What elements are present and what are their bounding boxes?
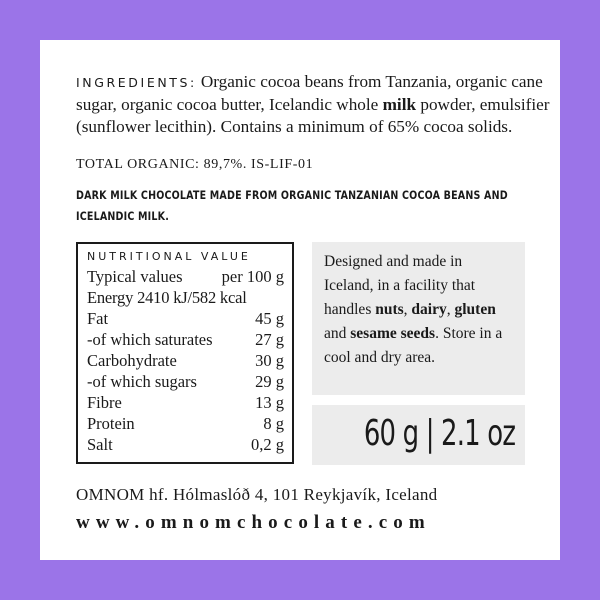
nutrition-row [87, 371, 284, 392]
nutrient-label: Carbohydrate [87, 351, 177, 370]
nutrition-row [87, 329, 284, 350]
nutrition-row [87, 413, 284, 434]
allergen-info [312, 242, 525, 395]
nutrient-label: Fat [87, 309, 109, 328]
allergen-text: and [324, 325, 351, 342]
product-label [40, 40, 560, 560]
allergen-text: , [446, 301, 455, 318]
nutrient-value: 29 g [255, 372, 284, 391]
nutrition-row [87, 392, 284, 413]
nutrition-header-row [87, 267, 284, 288]
ingredients-heading: INGREDIENTS: [76, 75, 197, 90]
allergen-sesame: sesame seeds [350, 325, 436, 342]
total-organic: TOTAL ORGANIC: 89,7%. IS-LIF-01 [76, 157, 314, 172]
nutrient-label: Fibre [87, 393, 122, 412]
nutrient-value: 45 g [255, 309, 284, 328]
nutrition-row [87, 308, 284, 329]
net-weight-panel [312, 405, 525, 465]
nutrition-row [87, 350, 284, 371]
per-100g-label: per 100 g [221, 267, 284, 286]
allergen-text: Designed and made in Iceland, in a facility that handles [324, 253, 476, 318]
nutrient-label: Protein [87, 414, 135, 433]
nutrition-rows [87, 308, 284, 455]
nutrition-title: NUTRITIONAL VALUE [87, 250, 251, 263]
allergen-dairy: dairy [411, 301, 447, 318]
typical-values-label: Typical values [87, 267, 183, 286]
company-address: OMNOM hf. Hólmaslóð 4, 101 Reykjavík, Iceland [76, 485, 438, 504]
nutrition-row [87, 434, 284, 455]
nutrient-label: -of which saturates [87, 330, 213, 349]
nutrient-value: 30 g [255, 351, 284, 370]
ingredients-text-1: Organic cocoa beans from Tanzania, organic cane sugar, organic cocoa butter, Icelandic whole [76, 72, 543, 114]
allergen-text: . Store in a cool and dry area. [324, 325, 503, 366]
nutrition-table [76, 242, 294, 464]
nutrient-value: 0,2 g [251, 435, 284, 454]
ingredients-paragraph [76, 71, 556, 137]
nutrient-value: 27 g [255, 330, 284, 349]
website-url: www.omnomchocolate.com [76, 512, 431, 533]
ingredients-text-2: powder, emulsifier (sunflower lecithin). Contains a minimum of 65% cocoa solids. [76, 94, 550, 136]
net-weight: 60 g | 2.1 oz [363, 413, 515, 454]
allergen-text: , [403, 301, 412, 318]
ingredients-milk: milk [382, 94, 417, 114]
allergen-gluten: gluten [454, 301, 496, 318]
nutrient-value: 8 g [263, 414, 284, 433]
product-description: DARK MILK CHOCOLATE MADE FROM ORGANIC TANZANIAN COCOA BEANS AND ICELANDIC MILK. [76, 188, 508, 223]
nutrient-label: -of which sugars [87, 372, 197, 391]
allergen-nuts: nuts [375, 301, 404, 318]
nutrient-value: 13 g [255, 393, 284, 412]
energy-row: Energy 2410 kJ/582 kcal [87, 287, 247, 307]
nutrient-label: Salt [87, 435, 113, 454]
